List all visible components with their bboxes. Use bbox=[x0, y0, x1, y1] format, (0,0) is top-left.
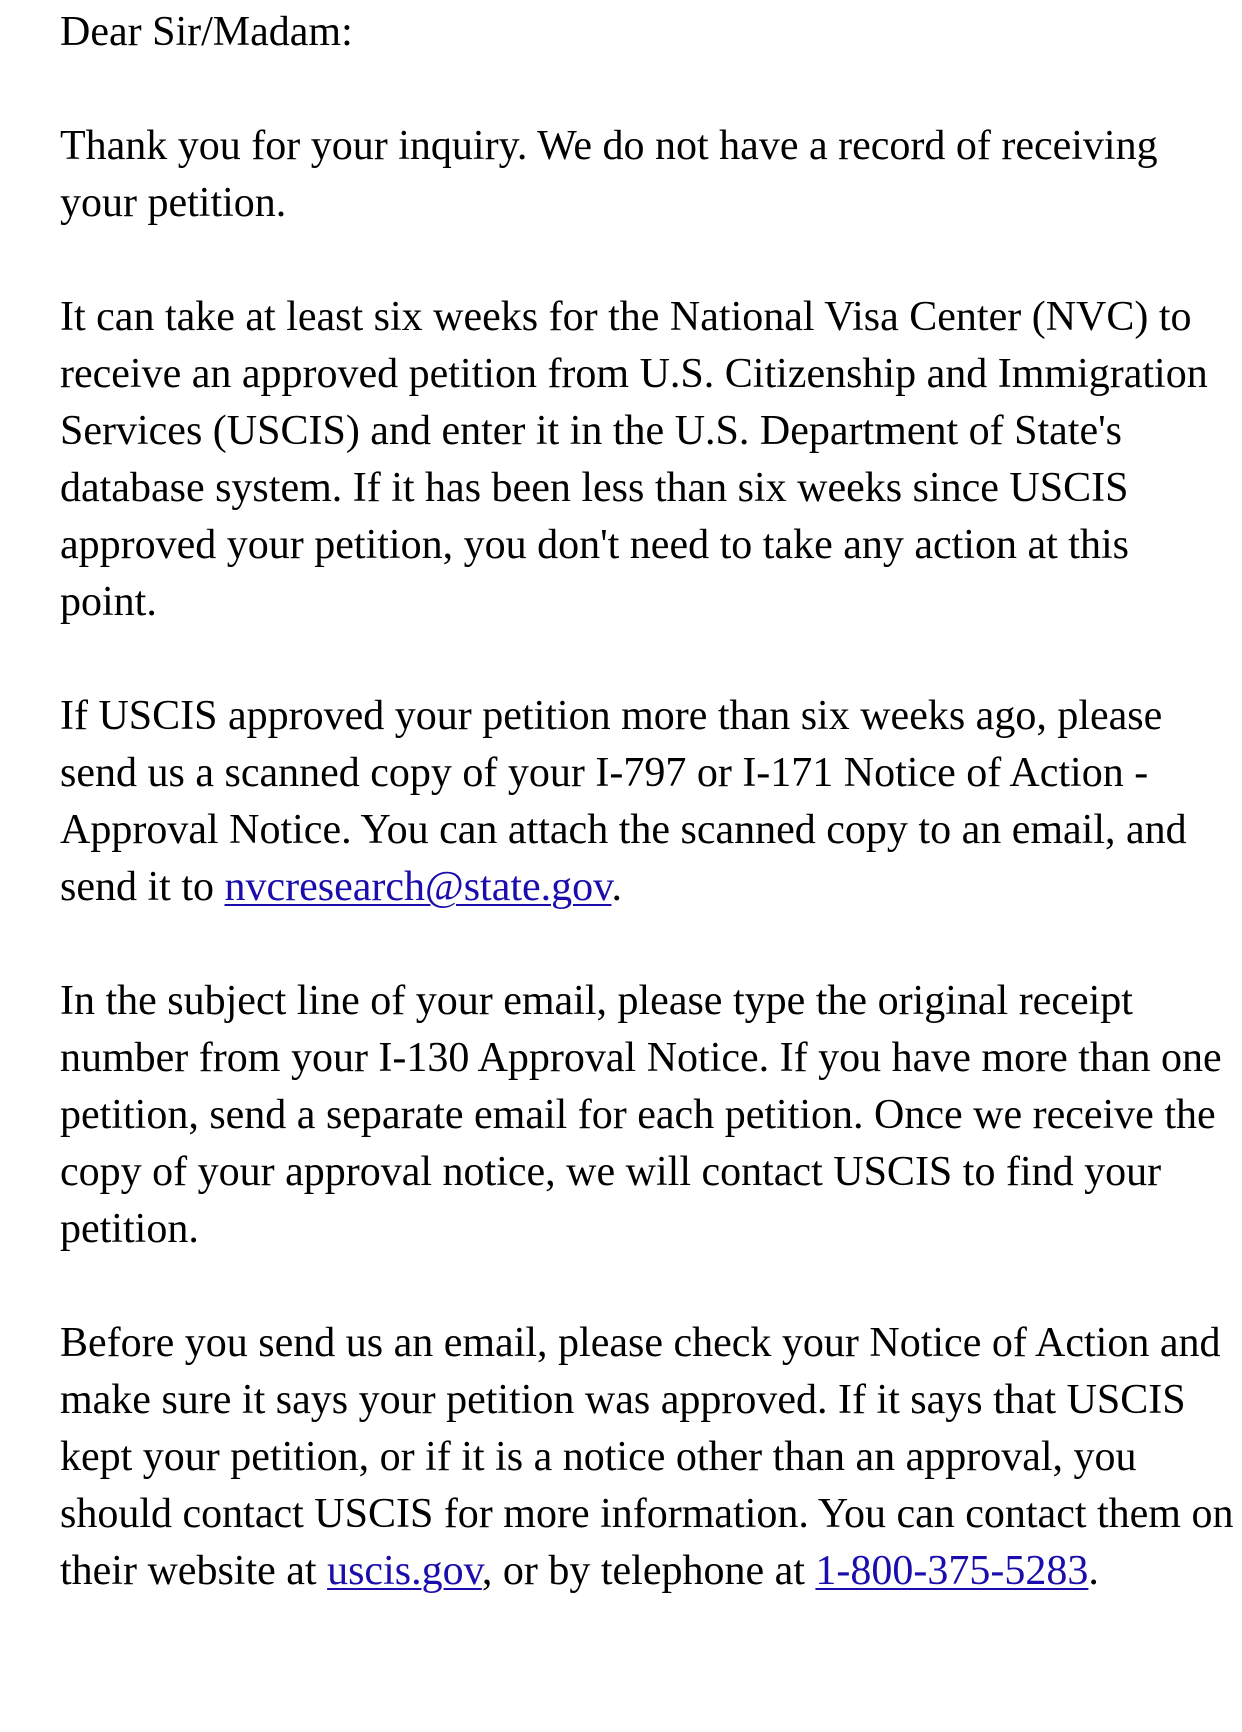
paragraph-contact-uscis bbox=[60, 1315, 1235, 1600]
uscis-website-link[interactable]: uscis.gov bbox=[327, 1548, 482, 1594]
greeting: Dear Sir/Madam: bbox=[60, 9, 353, 55]
paragraph-send-copy bbox=[60, 688, 1235, 916]
paragraph-send-copy-text: If USCIS approved your petition more than six weeks ago, please send us a scanned copy of your I-797 or I-171 Notice of Action - Approval Notice. You can attach the scanned copy to an email, and send it to bbox=[60, 693, 1187, 910]
paragraph-subject-line: In the subject line of your email, please type the original receipt number from your I-130 Approval Notice. If you have more than one petition, send a separate email for each petition. Once we receive the copy of your approval notice, we will contact USCIS to find your petition. bbox=[60, 978, 1222, 1252]
email-body bbox=[60, 4, 1235, 1600]
paragraph-send-copy-end: . bbox=[611, 864, 622, 910]
paragraph-contact-uscis-text: Before you send us an email, please check your Notice of Action and make sure it says your petition was approved. If it says that USCIS kept your petition, or if it is a notice other than an approval, you should contact USCIS for more information. You can contact them on their website at bbox=[60, 1320, 1234, 1594]
paragraph-processing-time: It can take at least six weeks for the National Visa Center (NVC) to receive an approved petition from U.S. Citizenship and Immigration Services (USCIS) and enter it in the U.S. Department of State's database system. If it has been less than six weeks since USCIS approved your petition, you don't need to take any action at this point. bbox=[60, 294, 1208, 625]
paragraph-contact-uscis-middle: , or by telephone at bbox=[481, 1548, 816, 1594]
paragraph-no-record: Thank you for your inquiry. We do not have a record of receiving your petition. bbox=[60, 123, 1158, 226]
paragraph-contact-uscis-end: . bbox=[1088, 1548, 1099, 1594]
uscis-phone-link[interactable]: 1-800-375-5283 bbox=[815, 1548, 1089, 1594]
nvc-email-link[interactable]: nvcresearch@state.gov bbox=[224, 864, 612, 910]
